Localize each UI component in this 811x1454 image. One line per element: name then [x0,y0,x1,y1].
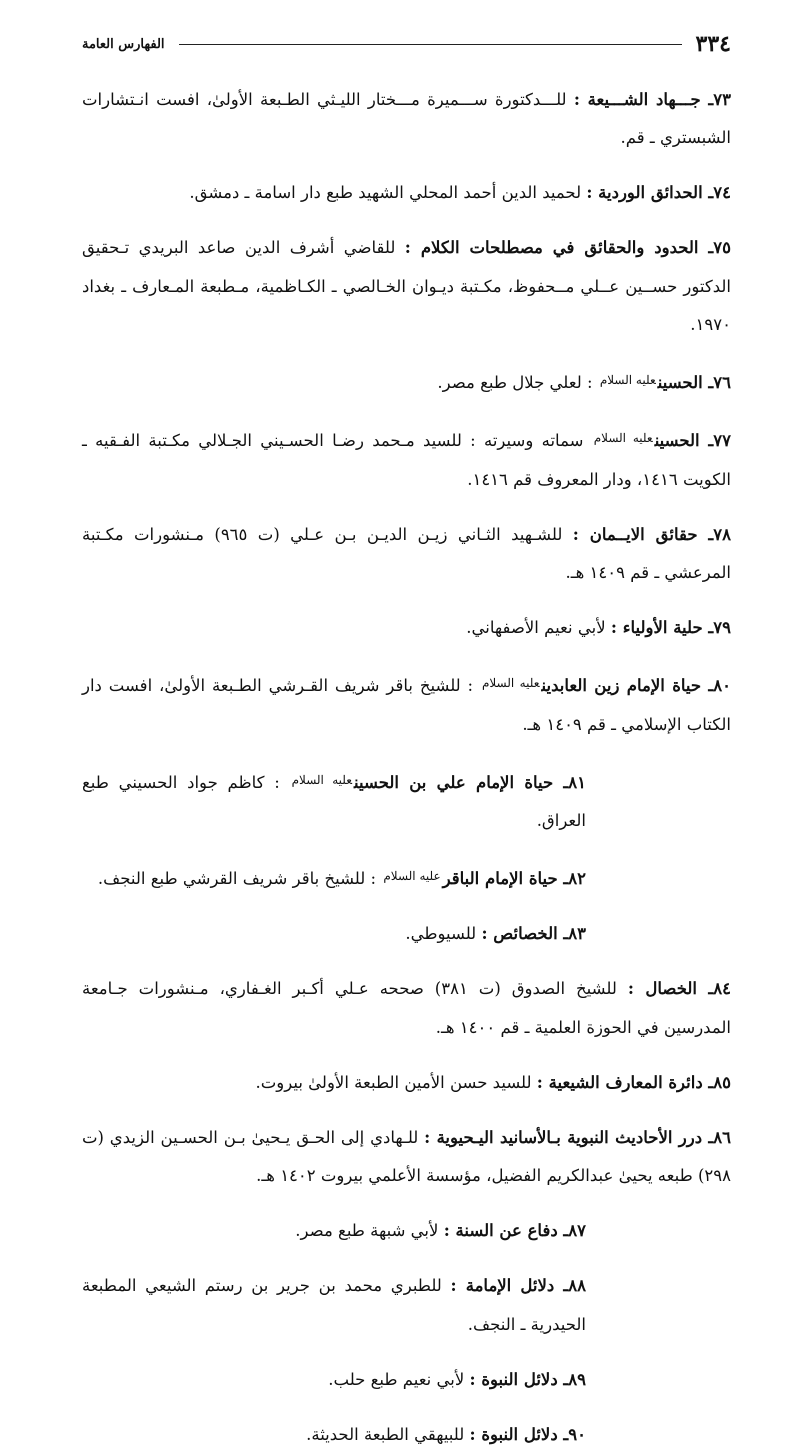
bibliography-entry [82,970,731,1047]
entry-title: ٨٦ـ درر الأحاديث النبوية بـالأسانيد اليـحيوية : [424,1128,731,1147]
header-rule [179,44,682,45]
bibliography-entry [82,229,731,345]
entry-title: ٧٧ـ الحسين [655,431,731,450]
honorific-glyph: عليه السلام [482,676,540,690]
entry-title: ٨٤ـ الخصال : [628,979,731,998]
honorific-glyph: عليه السلام [292,773,352,787]
entry-text: لأبي نعيم الأصفهاني. [466,618,611,637]
bibliography-entry [82,609,731,648]
entry-title: ٨٠ـ حياة الإمام زين العابدين [542,676,731,695]
entry-title: ٩٠ـ دلائل النبوة : [470,1425,586,1444]
bibliography-entry [82,857,731,899]
honorific-glyph: عليه السلام [594,431,653,445]
entry-title: ٨٧ـ دفاع عن السنة : [444,1221,586,1240]
page-number: ٣٣٤ [696,31,731,57]
entry-text: لحميد الدين أحمد المحلي الشهيد طبع دار اسامة ـ دمشق. [189,183,586,202]
bibliography-entry [82,1212,731,1251]
entry-text: للسيد حسن الأمين الطبعة الأولىٰ بيروت. [256,1073,537,1092]
bibliography-entry [82,174,731,213]
bibliography-list [82,81,731,1454]
entry-text: للـهادي إلى الحـق يـحيىٰ بـن الحسـين الزيدي (ت ٢٩٨) طبعه يحيىٰ عبدالكريم الفضيل، مؤسسة الأعلمي بيروت ١٤٠٢ هـ. [82,1128,731,1186]
bibliography-entry [82,664,731,744]
entry-title: ٨٣ـ الخصائص : [481,924,586,943]
bibliography-entry [82,761,731,841]
running-head: الفهارس العامة [82,37,165,52]
entry-title: ٧٨ـ حقائق الايــمان : [573,525,731,544]
entry-text: لأبي شبهة طبع مصر. [295,1221,443,1240]
entry-text: للقاضي أشرف الدين صاعد البريدي تـحقيق الدكتور حســين عــلي مــحفوظ، مكـتبة ديـوان الخـالصي ـ الكـاظمية، مـطبعة المـعارف ـ بغداد ١٩٧٠. [82,238,731,334]
entry-text: للشـهيد الثـاني زيـن الديـن بـن عـلي (ت ٩٦٥) مـنشورات مكـتبة المرعشي ـ قم ١٤٠٩ هـ. [82,525,731,583]
entry-title: ٧٣ـ جـــهاد الشـــيعة : [574,90,731,109]
entry-title: ٨٩ـ دلائل النبوة : [470,1370,586,1389]
entry-title: ٨٥ـ دائرة المعارف الشيعية : [537,1073,731,1092]
entry-text: للبيهقي الطبعة الحديثة. [306,1425,469,1444]
entry-title: ٧٩ـ حلية الأولياء : [611,618,731,637]
bibliography-entry [82,1416,731,1454]
entry-title: ٨١ـ حياة الإمام علي بن الحسين [354,773,586,792]
entry-text: : للشيخ باقر شريف القـرشي الطـبعة الأولىٰ، افست دار الكتاب الإسلامي ـ قم ١٤٠٩ هـ. [82,676,731,734]
entry-title: ٧٥ـ الحدود والحقائق في مصطلحات الكلام : [405,238,731,257]
honorific-glyph: عليه السلام [600,373,656,387]
entry-text: سماته وسيرته : للسيد مـحمد رضـا الحسـيني الجـلالي مكـتبة الفـقيه ـ الكويت ١٤١٦، ودار المعروف قم ١٤١٦. [82,431,731,489]
entry-text: : للشيخ باقر شريف القرشي طبع النجف. [98,869,381,888]
page-header [82,24,731,64]
bibliography-entry [82,81,731,158]
entry-title: ٧٦ـ الحسين [658,373,731,392]
entry-title: ٨٢ـ حياة الإمام الباقر [443,869,586,888]
entry-text: : لعلي جلال طبع مصر. [437,373,597,392]
entry-text: للطبري محمد بن جرير بن رستم الشيعي المطبعة الحيدرية ـ النجف. [82,1276,586,1334]
entry-text: : كاظم جواد الحسيني طبع العراق. [82,773,586,831]
entry-title: ٨٨ـ دلائل الإمامة : [450,1276,586,1295]
entry-title: ٧٤ـ الحدائق الوردية : [586,183,731,202]
bibliography-entry [82,1064,731,1103]
bibliography-entry [82,1267,731,1344]
bibliography-entry [82,419,731,499]
bibliography-entry [82,516,731,593]
bibliography-entry [82,1361,731,1400]
entry-text: للشيخ الصدوق (ت ٣٨١) صححه عـلي أكـبر الغـفاري، مـنشورات جـامعة المدرسين في الحوزة العلمية ـ قم ١٤٠٠ هـ. [82,979,731,1037]
bibliography-entry [82,361,731,403]
bibliography-entry [82,915,731,954]
entry-text: للسيوطي. [405,924,481,943]
entry-text: للـــدكتورة ســـميرة مـــختار الليـثي الطـبعة الأولىٰ، افست انـتشارات الشبستري ـ قم. [82,90,731,148]
bibliography-entry [82,1119,731,1196]
honorific-glyph: عليه السلام [383,869,440,883]
entry-text: لأبي نعيم طبع حلب. [328,1370,469,1389]
